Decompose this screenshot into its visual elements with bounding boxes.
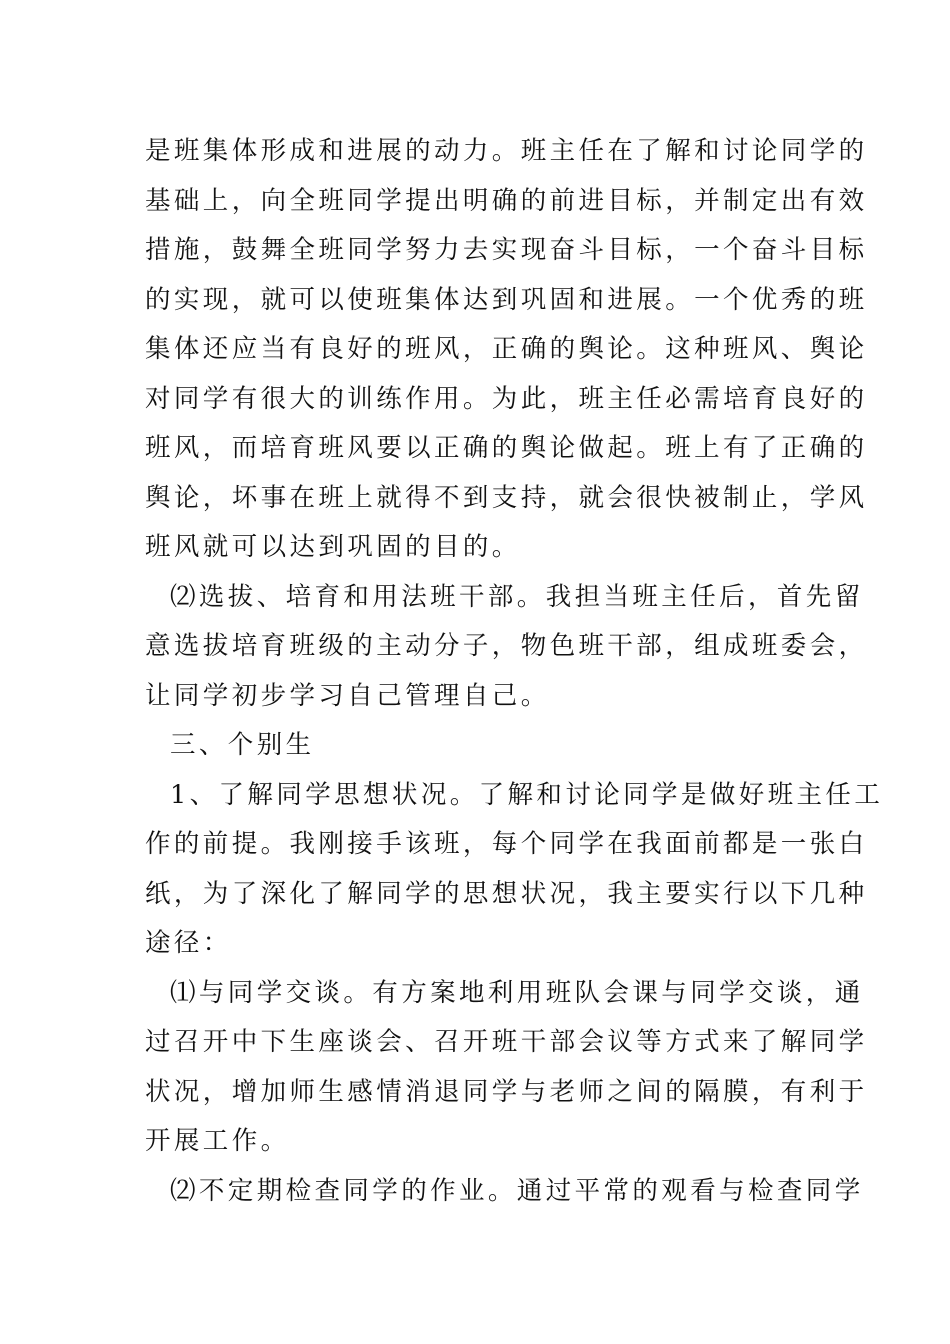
text-line: ⑵选拔、培育和用法班干部。我担当班主任后，首先留	[170, 582, 864, 612]
text-line: 集体还应当有良好的班风，正确的舆论。这种班风、舆论	[145, 334, 868, 364]
text-line: 班风就可以达到巩固的目的。	[145, 532, 521, 562]
text-line: 途径：	[145, 928, 232, 958]
text-line: 班风，而培育班风要以正确的舆论做起。班上有了正确的	[145, 433, 868, 463]
text-line: 基础上，向全班同学提出明确的前进目标，并制定出有效	[145, 186, 868, 216]
text-line: 意选拔培育班级的主动分子，物色班干部，组成班委会，	[145, 631, 868, 661]
text-line: 纸，为了深化了解同学的思想状况，我主要实行以下几种	[145, 879, 868, 909]
text-line: 措施，鼓舞全班同学努力去实现奋斗目标，一个奋斗目标	[145, 235, 868, 265]
text-line: 舆论，坏事在班上就得不到支持，就会很快被制止，学风	[145, 483, 868, 513]
text-line: 对同学有很大的训练作用。为此，班主任必需培育良好的	[145, 384, 868, 414]
section-heading: 三、个别生	[170, 730, 315, 760]
text-line: 1、了解同学思想状况。了解和讨论同学是做好班主任工	[170, 780, 884, 810]
text-line: 开展工作。	[145, 1126, 290, 1156]
text-line: 让同学初步学习自己管理自己。	[145, 681, 550, 711]
text-line: 是班集体形成和进展的动力。班主任在了解和讨论同学的	[145, 136, 868, 166]
text-line: 作的前提。我刚接手该班，每个同学在我面前都是一张白	[145, 829, 868, 859]
text-line: ⑴与同学交谈。有方案地利用班队会课与同学交谈，通	[170, 978, 864, 1008]
text-line: 过召开中下生座谈会、召开班干部会议等方式来了解同学	[145, 1027, 868, 1057]
text-line: ⑵不定期检查同学的作业。通过平常的观看与检查同学	[170, 1176, 864, 1206]
text-line: 状况，增加师生感情消退同学与老师之间的隔膜，有利于	[145, 1077, 868, 1107]
text-line: 的实现，就可以使班集体达到巩固和进展。一个优秀的班	[145, 285, 868, 315]
